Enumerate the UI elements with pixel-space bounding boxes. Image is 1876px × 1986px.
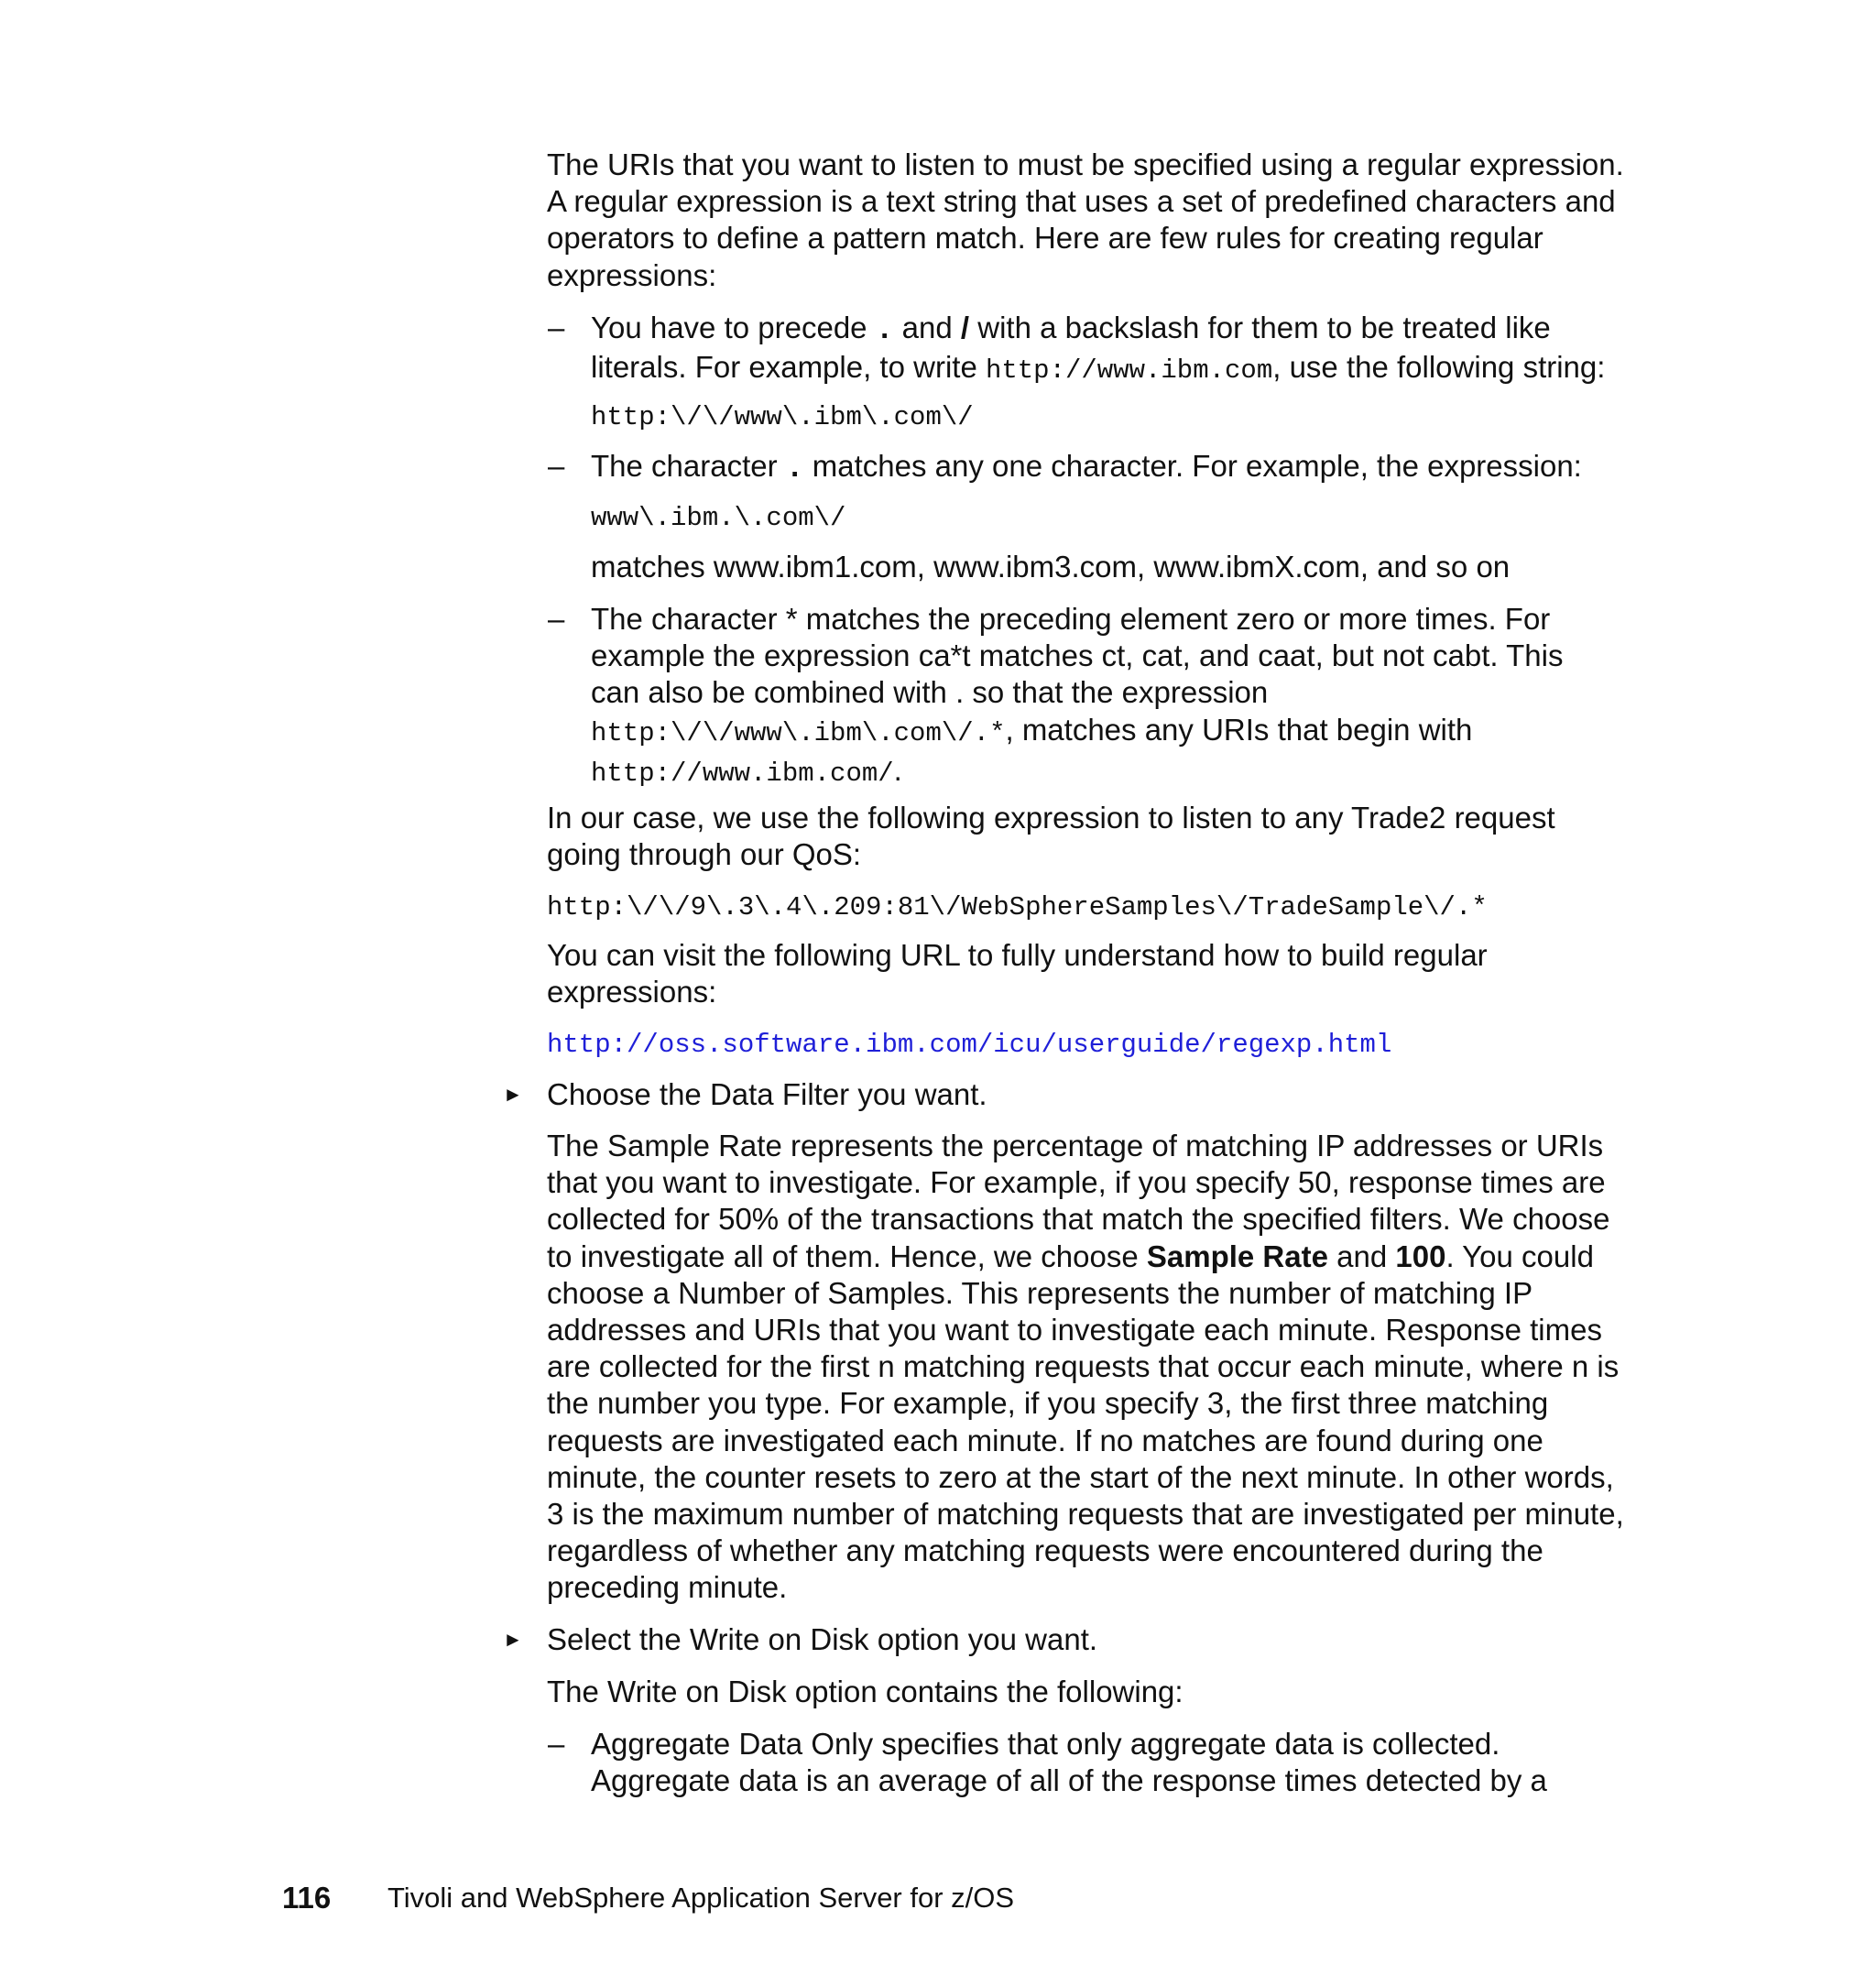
rule3-text: The character * matches the preceding element zero or more times. For example the expression ca*t matches ct, cat, and caat, but not cabt. This can also be combined with . so that the expression http:\/\/www\.ibm\.com\/.*, matches any URIs that begin with http://www.ibm.com/.: [591, 602, 1564, 789]
book-title: Tivoli and WebSphere Application Server for z/OS: [387, 1882, 1015, 1914]
rule4-text: Aggregate Data Only specifies that only aggregate data is collected. Aggregate data is an average of all of the response times detected by a: [591, 1727, 1547, 1798]
visit-paragraph: You can visit the following URL to fully understand how to build regular expressions:: [547, 938, 1488, 1009]
rule2-matches: matches www.ibm1.com, www.ibm3.com, www.ibmX.com, and so on: [591, 550, 1511, 584]
our-case-code: http:\/\/9\.3\.4\.209:81\/WebSphereSamples\/TradeSample\/.*: [547, 892, 1488, 922]
dash-marker: –: [548, 1727, 565, 1761]
write-on-disk-paragraph: The Write on Disk option contains the following:: [547, 1675, 1183, 1708]
our-case-paragraph: In our case, we use the following expression to listen to any Trade2 request going through our QoS:: [547, 801, 1555, 872]
bullet2-text: Select the Write on Disk option you want.: [547, 1622, 1098, 1656]
dash-marker: –: [548, 449, 565, 483]
rule2-code: www\.ibm.\.com\/: [591, 503, 846, 533]
sample-rate-paragraph: The Sample Rate represents the percentage of matching IP addresses or URIs that you want to investigate. For example, if you specify 50, response times are collected for 50% of the transactions that match the specified filters. We choose to investigate all of them. Hence, we choose Sample Rate and 100. You could choose a Number of Samples. This represents the number of matching IP addresses and URIs that you want to investigate each minute. Response times are collected for the first n matching requests that occur each minute, where n is the number you type. For example, if you specify 3, the first three matching requests are investigated each minute. If no matches are found during one minute, the counter resets to zero at the start of the next minute. In other words, 3 is the maximum number of matching requests that are investigated per minute, regardless of whether any matching requests were encountered during the preceding minute.: [547, 1129, 1624, 1605]
rule1-text: You have to precede . and / with a backslash for them to be treated like literals. For example, to write http://www.ibm.com, use the following string:: [591, 311, 1606, 387]
dash-marker: –: [548, 602, 565, 636]
regexp-guide-link[interactable]: http://oss.software.ibm.com/icu/userguide/regexp.html: [547, 1030, 1392, 1060]
rule1-code: http:\/\/www\.ibm\.com\/: [591, 402, 974, 432]
bullet-marker: ►: [503, 1628, 523, 1651]
rule2-text: The character . matches any one character. For example, the expression:: [591, 449, 1582, 486]
bullet-marker: ►: [503, 1083, 523, 1106]
bullet1-text: Choose the Data Filter you want.: [547, 1077, 987, 1111]
dash-marker: –: [548, 311, 565, 344]
intro-paragraph: The URIs that you want to listen to must be specified using a regular expression. A regular expression is a text string that uses a set of predefined characters and operators to define a pattern match. Here are few rules for creating regular expressions:: [547, 147, 1624, 292]
page-number: 116: [282, 1881, 332, 1915]
